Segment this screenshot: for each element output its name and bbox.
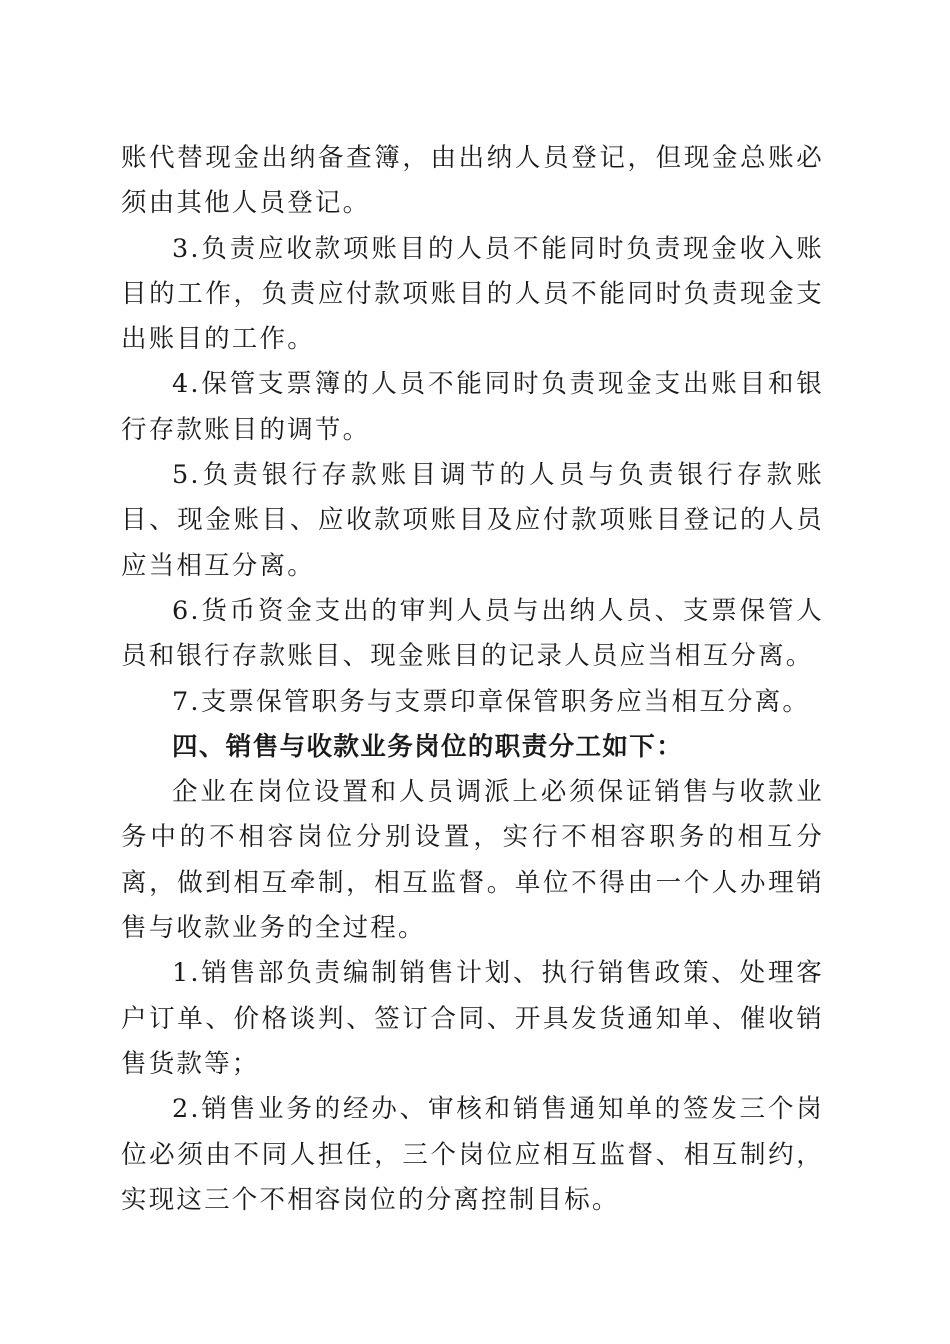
paragraph-sales-item-2: 2.销售业务的经办、审核和销售通知单的签发三个岗位必须由不同人担任，三个岗位应相互监督、相互制约，实现这三个不相容岗位的分离控制目标。 (121, 1094, 824, 1215)
paragraph-sales-item-1: 1.销售部负责编制销售计划、执行销售政策、处理客户订单、价格谈判、签订合同、开具发货通知单、催收销售货款等； (121, 958, 824, 1079)
paragraph-intro: 企业在岗位设置和人员调派上必须保证销售与收款业务中的不相容岗位分别设置，实行不相容职务的相互分离，做到相互牵制，相互监督。单位不得由一个人办理销售与收款业务的全过程。 (121, 777, 824, 944)
paragraph-item-6: 6.货币资金支出的审判人员与出纳人员、支票保管人员和银行存款账目、现金账目的记录人员应当相互分离。 (121, 595, 824, 672)
paragraph-continuation: 账代替现金出纳备查簿，由出纳人员登记，但现金总账必须由其他人员登记。 (121, 143, 824, 219)
paragraph-item-3: 3.负责应收款项账目的人员不能同时负责现金收入账目的工作，负责应付款项账目的人员不能同时负责现金支出账目的工作。 (121, 233, 824, 355)
paragraph-item-4: 4.保管支票簿的人员不能同时负责现金支出账目和银行存款账目的调节。 (121, 369, 824, 445)
document-body (121, 136, 824, 1223)
paragraph-item-7: 7.支票保管职务与支票印章保管职务应当相互分离。 (172, 686, 811, 717)
section-heading: 四、销售与收款业务岗位的职责分工如下： (172, 731, 684, 762)
paragraph-item-5: 5.负责银行存款账目调节的人员与负责银行存款账目、现金账目、应收款项账目及应付款项账目登记的人员应当相互分离。 (121, 460, 824, 581)
